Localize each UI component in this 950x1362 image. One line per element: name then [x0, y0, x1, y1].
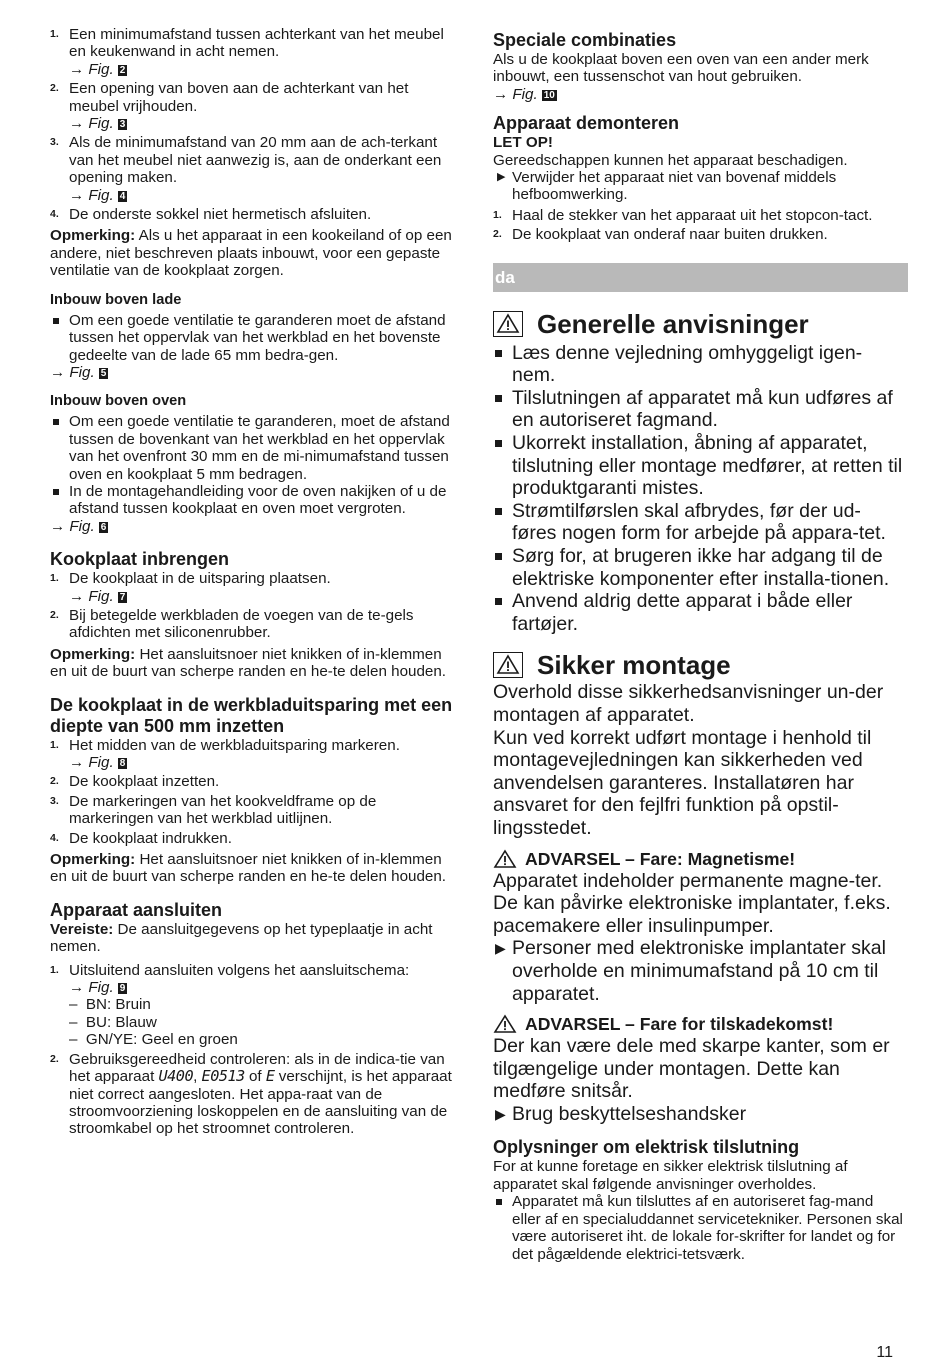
warning-triangle-icon — [493, 849, 517, 869]
list-item: 1. Een minimumafstand tussen achterkant van het meubel en keukenwand in acht nemen. → Fig. 2 — [50, 26, 444, 78]
heading-kookplaat-inbrengen: Kookplaat inbrengen — [50, 549, 230, 570]
list-item: Ukorrekt installation, åbning af apparatet, tilslutning eller montage medfører, at retten til produktgaranti mistes. — [493, 432, 903, 500]
list-item: 2. De kookplaat inzetten. — [50, 773, 220, 791]
list-item: Sørg for, at brugeren ikke har adgang til de elektriske komponenter efter installa-tionen. — [493, 545, 903, 590]
instruction: ▶ Verwijder het apparaat niet van bovenaf middels hefboomwerking. — [497, 169, 837, 204]
note: Opmerking: Het aansluitsnoer niet knikken of in-klemmen en uit de buurt van scherpe randen en he-te delen houden. — [50, 645, 447, 681]
list-item: Om een goede ventilatie te garanderen, moet de afstand tussen de bovenkant van het werkblad en het oppervlak van het ovenfront 30 mm en de mi-nimumafstand tussen oven en kookplaat 5 mm bedragen. — [50, 413, 460, 483]
heading-apparaat-aansluiten: Apparaat aansluiten — [50, 899, 223, 920]
display-code: E0513 — [201, 1067, 245, 1086]
list-item: 1. Het midden van de werkbladuitsparing markeren. → Fig. 8 — [50, 736, 400, 771]
list-item: Om een goede ventilatie te garanderen moet de afstand tussen het oppervlak van het werkblad en het bovenste gedeelte van de lade 65 mm bedra-gen. — [50, 312, 460, 364]
warning-text: Apparatet indeholder permanente magne-ter. De kan påvirke elektroniske implantater, f.eks. pacemakere eller insulinpumper. — [493, 869, 891, 937]
heading-speciale-combinaties: Speciale combinaties — [493, 30, 677, 50]
paragraph: For at kunne foretage en sikker elektrisk tilslutning af apparatet skal følgende anvisninger overholdes. — [493, 1158, 848, 1193]
instruction: ▶ Brug beskyttelseshandsker — [495, 1102, 747, 1125]
demonteren-steps — [493, 207, 903, 244]
fig-ref: → Fig. 6 — [50, 517, 107, 535]
warning-icon — [493, 652, 523, 678]
list-item: 2. Gebruiksgereedheid controleren: als in de indica-tie van het apparaat U400, E0513 of E verschijnt, is het apparaat niet correct aangesloten. Het appa-raat van de stroomvoorziening loskoppelen en de aansluiting van de stroomkabel op het stroomnet controleren. — [50, 1050, 452, 1138]
warning-triangle-icon — [493, 1014, 517, 1034]
list-item: In de montagehandleiding voor de oven nakijken of u de afstand tussen kookplaat en oven moet vergroten. — [50, 483, 460, 518]
list-item: 3. De markeringen van het kookveldframe op de markeringen van het werkblad uitlijnen. — [50, 792, 377, 828]
fig-ref: → Fig. 9 — [69, 979, 126, 997]
display-code: U400 — [158, 1067, 194, 1086]
wire-item: – BN: Bruin — [69, 996, 151, 1014]
list-item: Tilslutningen af apparatet må kun udføres af en autoriseret fagmand. — [493, 387, 903, 432]
left-column — [50, 26, 460, 1140]
inbrengen-steps — [50, 570, 460, 642]
triangle-right-icon: ▶ — [495, 1105, 506, 1122]
paragraph: Overhold disse sikkerhedsanvisninger un-der montagen af apparatet. — [493, 681, 884, 726]
fig-ref: → Fig. 7 — [69, 587, 126, 605]
fig-ref: → Fig. 8 — [69, 754, 126, 771]
diepte-steps — [50, 737, 460, 847]
list-item: 4. De kookplaat indrukken. — [50, 829, 232, 847]
heading-apparaat-demonteren: Apparaat demonteren — [493, 113, 680, 134]
language-band: da — [493, 263, 908, 292]
warning-text: Der kan være dele med skarpe kanter, som er tilgængelige under montagen. Dette kan medføre snitsår. — [493, 1035, 890, 1103]
fig-ref: → Fig. 2 — [69, 60, 126, 78]
list-item: 2. Een opening van boven aan de achterkant van het meubel vrijhouden. → Fig. 3 — [50, 80, 409, 133]
list-item: 1. Uitsluitend aansluiten volgens het aansluitschema: → Fig. 9 – BN: Bruin – BU: Blauw – GN/YE: Geel en groen — [50, 961, 410, 1049]
list-item: Strømtilførslen skal afbrydes, før der ud-føres nogen form for arbejde på appara-tet. — [493, 500, 903, 545]
right-column — [493, 26, 903, 1263]
heading-werkbladuitsparing: De kookplaat in de werkbladuitsparing met een diepte van 500 mm inzetten — [50, 694, 453, 736]
warning-tilskadekomst: ADVARSEL – Fare for tilskadekomst! — [493, 1013, 903, 1035]
note: Opmerking: Het aansluitsnoer niet knikken of in-klemmen en uit de buurt van scherpe randen en he-te delen houden. — [50, 851, 447, 886]
triangle-right-icon: ▶ — [497, 171, 506, 184]
list-item: Anvend aldrig dette apparat i både eller fartøjer. — [493, 590, 903, 635]
heading-inbouw-lade: Inbouw boven lade — [50, 291, 182, 308]
wire-item: – GN/YE: Geel en groen — [69, 1031, 238, 1049]
triangle-right-icon: ▶ — [495, 940, 506, 957]
list-item: 1. De kookplaat in de uitsparing plaatsen. → Fig. 7 — [50, 570, 331, 605]
paragraph: Als u de kookplaat boven een oven van een ander merk inbouwt, een tussenschot van hout gebruiken. — [493, 51, 869, 86]
wire-item: – BU: Blauw — [69, 1013, 157, 1031]
caution-text: Gereedschappen kunnen het apparaat beschadigen. — [493, 151, 848, 169]
list-item: 2. De kookplaat van onderaf naar buiten drukken. — [493, 226, 828, 244]
display-code: E — [265, 1067, 275, 1086]
paragraph: Kun ved korrekt udført montage i henhold til montagevejledningen kan sikkerheden ved anvendelsen garanteres. Installatøren har ansvaret for den fejlfri funktion på opstil-lingsstedet. — [493, 726, 872, 839]
oven-list — [50, 413, 460, 517]
requirement: Vereiste: De aansluitgegevens op het typeplaatje in acht nemen. — [50, 920, 433, 956]
fig-ref: → Fig. 3 — [69, 115, 126, 133]
heading-inbouw-oven: Inbouw boven oven — [50, 393, 187, 410]
aansluiten-steps — [50, 962, 460, 1138]
lade-list — [50, 312, 460, 364]
list-item: Læs denne vejledning omhyggeligt igen-nem. — [493, 342, 903, 387]
list-item: Apparatet må kun tilsluttes af en autoriseret fag-mand eller af en specialuddannet servicetekniker. Personen skal være autoriseret iht. de lokale for-skrifter for landet og for det pågældende elektrici-tetsværk. — [493, 1193, 903, 1263]
note: Opmerking: Als u het apparaat in een kookeiland of op een andere, niet beschreven plaats inbouwt, voor een gepaste ventilatie van de kookplaat zorgen. — [50, 227, 452, 280]
list-item: 2. Bij betegelde werkbladen de voegen van de te-gels afdichten met siliconenrubber. — [50, 606, 414, 642]
ventilation-steps — [50, 26, 460, 223]
fig-ref: → Fig. 10 — [493, 85, 555, 103]
fig-ref: → Fig. 4 — [69, 186, 126, 204]
page-number: 11 — [876, 1344, 893, 1361]
generelle-list — [493, 342, 903, 636]
instruction: ▶ Personer med elektroniske implantater skal overholde en minimumafstand på 10 cm til apparatet. — [495, 937, 886, 1005]
warning-magnetisme: ADVARSEL – Fare: Magnetisme! — [493, 848, 903, 870]
heading-sikker-montage: Sikker montage — [493, 649, 903, 681]
caution-label: LET OP! — [493, 134, 553, 152]
fig-ref: → Fig. 5 — [50, 363, 107, 381]
heading-generelle-anvisninger: Generelle anvisninger — [493, 308, 903, 340]
oplysninger-list — [493, 1193, 903, 1263]
list-item: 1. Haal de stekker van het apparaat uit het stopcon-tact. — [493, 206, 873, 224]
list-item: 3. Als de minimumafstand van 20 mm aan de ach-terkant van het meubel niet aanwezig is, aan de onderkant een opening maken. → Fig. 4 — [50, 134, 442, 204]
list-item: 4. De onderste sokkel niet hermetisch afsluiten. — [50, 206, 372, 224]
heading-elektrisk-tilslutning: Oplysninger om elektrisk tilslutning — [493, 1137, 800, 1158]
warning-icon — [493, 311, 523, 337]
